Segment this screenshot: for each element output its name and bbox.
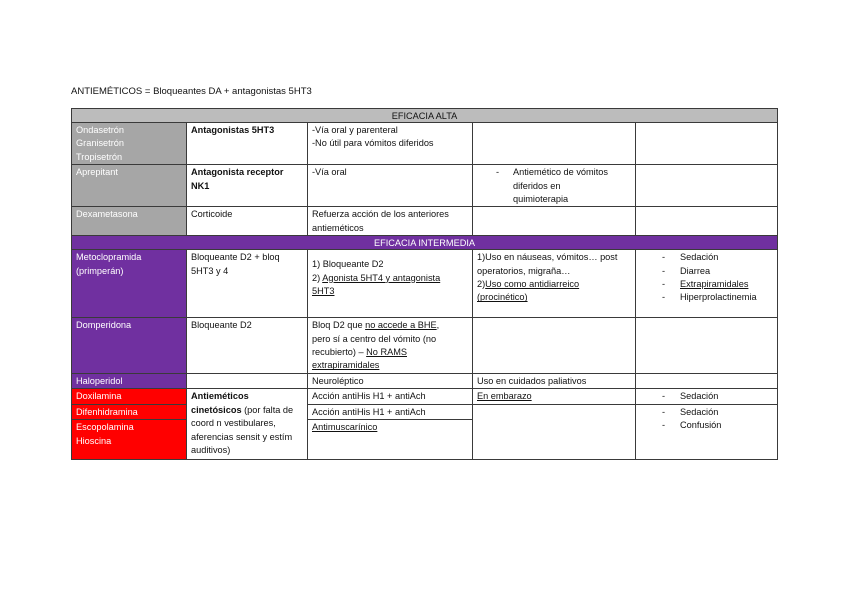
drug-cell: [72, 420, 187, 460]
side-effects-list: [640, 251, 773, 305]
effect-prefix: Bloq D2 que: [312, 320, 366, 331]
page-title: ANTIEMÉTICOS = Bloqueantes DA + antagonistas 5HT3: [71, 86, 312, 97]
effect-underlined: Agonista 5HT4 y antagonista: [322, 272, 441, 283]
mechanism-text: 5HT3 y 4: [191, 265, 229, 276]
list-item: - Extrapiramidales: [640, 278, 773, 291]
mechanism-cell: [187, 389, 308, 460]
effect-text: Refuerza acción de los anteriores: [312, 209, 449, 220]
use-text: Uso en cuidados paliativos: [477, 375, 587, 386]
use-text: quimioterapia: [513, 194, 569, 205]
admin-text: -Vía oral: [312, 167, 347, 178]
side-effects-list: [640, 406, 773, 433]
drug-name: Metoclopramida: [76, 252, 142, 263]
effect-cell: [308, 373, 473, 388]
effect-cell: [308, 318, 473, 374]
drug-cell: [72, 404, 187, 419]
table-row: [72, 165, 778, 207]
mechanism-cell: [187, 207, 308, 236]
mechanism-text: Antieméticos: [191, 391, 249, 402]
effect-cell: [308, 123, 473, 165]
antiemetics-table: [71, 108, 778, 460]
effect-text: antieméticos: [312, 222, 364, 233]
effect-text: Neuroléptico: [312, 375, 364, 386]
side-effects-cell: [636, 389, 778, 404]
effect-text: Acción antiHis H1 + antiAch: [312, 406, 426, 417]
list-item: - Hiperprolactinemia: [640, 291, 773, 304]
mechanism-text: NK1: [191, 180, 210, 191]
side-effect-text: Confusión: [680, 420, 722, 431]
side-effects-cell: [636, 165, 778, 207]
side-effects-cell: [636, 373, 778, 388]
use-text: [477, 278, 631, 291]
effect-cell: [308, 165, 473, 207]
drug-name: Domperidona: [76, 320, 132, 331]
section-header-mid: [72, 236, 778, 250]
effect-text: [312, 346, 468, 359]
mechanism-text: [191, 404, 303, 417]
use-prefix: 2): [477, 279, 486, 290]
band-high-label: EFICACIA ALTA: [72, 109, 778, 123]
side-effect-text: Sedación: [680, 391, 719, 402]
use-cell: [473, 318, 636, 374]
use-cell: [473, 123, 636, 165]
mechanism-text: Antagonistas 5HT3: [191, 125, 275, 135]
effect-underlined: no accede a BHE: [365, 320, 437, 331]
list-item: - Sedación: [640, 406, 773, 419]
drug-cell: [72, 207, 187, 236]
use-underlined: En embarazo: [477, 391, 532, 402]
side-effect-text: Extrapiramidales: [680, 279, 749, 290]
use-cell: [473, 404, 636, 459]
effect-underlined: Antimuscarínico: [312, 422, 378, 433]
mechanism-text: Corticoide: [191, 209, 233, 220]
drug-cell: [72, 318, 187, 374]
mechanism-text: coord n vestibulares,: [191, 418, 276, 429]
drug-name: Haloperidol: [76, 375, 123, 386]
effect-text: 1) Bloqueante D2: [312, 259, 384, 270]
effect-underlined: No RAMS: [366, 347, 407, 358]
effect-cell: [308, 389, 473, 404]
drug-cell: [72, 123, 187, 165]
table-row: [72, 373, 778, 388]
side-effect-text: Diarrea: [680, 265, 711, 276]
list-item: - Sedación: [640, 251, 773, 264]
drug-cell: [72, 250, 187, 318]
use-text: Antiemético de vómitos: [513, 167, 608, 178]
mechanism-text: Bloqueante D2: [191, 320, 252, 331]
side-effect-text: Hiperprolactinemia: [680, 292, 757, 303]
mechanism-text: Bloqueante D2 + bloq: [191, 252, 280, 263]
use-underlined: Uso como antidiarreico: [485, 279, 580, 290]
mechanism-text: auditivos): [191, 444, 231, 455]
list-dash: -: [496, 167, 500, 178]
mechanism-bold: cinetósicos: [191, 404, 242, 415]
side-effects-cell: [636, 207, 778, 236]
effect-text: [312, 272, 468, 285]
drug-name: Tropisetrón: [76, 151, 123, 162]
use-cell: [473, 250, 636, 318]
mechanism-cell: [187, 318, 308, 374]
drug-cell: [72, 373, 187, 388]
mechanism-cell: [187, 165, 308, 207]
drug-name: Difenhidramina: [76, 406, 138, 417]
use-cell: [473, 373, 636, 388]
drug-name: Ondasetrón: [76, 125, 125, 135]
section-header-high: [72, 109, 778, 123]
effect-text: pero sí a centro del vómito (no: [312, 333, 437, 344]
drug-name: Doxilamina: [76, 391, 122, 402]
effect-prefix: recubierto) –: [312, 347, 367, 358]
use-cell: [473, 389, 636, 404]
list-item: - Diarrea: [640, 265, 773, 278]
mechanism-cell: [187, 123, 308, 165]
drug-cell: [72, 389, 187, 404]
side-effects-cell: [636, 404, 778, 459]
effect-cell: [308, 250, 473, 318]
use-cell: [473, 165, 636, 207]
table-row: [72, 404, 778, 419]
band-mid-label: EFICACIA INTERMEDIA: [72, 236, 778, 250]
table-row: [72, 123, 778, 165]
use-underlined: (procinético): [477, 292, 528, 303]
mechanism-cell: [187, 250, 308, 318]
drug-name: Hioscina: [76, 435, 112, 446]
effect-underlined: 5HT3: [312, 286, 335, 297]
admin-text: -No útil para vómitos diferidos: [312, 138, 434, 149]
table-row: [72, 318, 778, 374]
side-effects-cell: [636, 250, 778, 318]
effect-prefix: 2): [312, 272, 323, 283]
effect-text: Acción antiHis H1 + antiAch: [312, 391, 426, 402]
side-effects-cell: [636, 318, 778, 374]
drug-name: Aprepitant: [76, 167, 118, 178]
drug-cell: [72, 165, 187, 207]
side-effects-list: [640, 390, 773, 403]
use-cell: [473, 207, 636, 236]
list-item: - Sedación: [640, 390, 773, 403]
drug-name: Dexametasona: [76, 209, 138, 220]
list-item: - Confusión: [640, 419, 773, 432]
table-row: [72, 250, 778, 318]
side-effect-text: Sedación: [680, 406, 719, 417]
drug-name: Granisetrón: [76, 138, 125, 149]
table-row: [72, 207, 778, 236]
mechanism-rest: (por falta de: [241, 404, 294, 415]
effect-suffix: ,: [436, 320, 440, 331]
admin-text: -Vía oral y parenteral: [312, 125, 398, 135]
mechanism-text: aferencias sensit y estím: [191, 431, 293, 442]
use-text: diferidos en: [513, 180, 561, 191]
drug-name: (primperán): [76, 265, 124, 276]
side-effects-cell: [636, 123, 778, 165]
effect-cell: [308, 404, 473, 419]
mechanism-cell: [187, 373, 308, 388]
effect-underlined: extrapiramidales: [312, 360, 380, 371]
effect-cell: [308, 207, 473, 236]
effect-cell: [308, 420, 473, 460]
use-text: operatorios, migraña…: [477, 265, 571, 276]
drug-name: Escopolamina: [76, 422, 134, 433]
side-effect-text: Sedación: [680, 252, 719, 263]
mechanism-text: Antagonista receptor: [191, 167, 284, 178]
table-row: [72, 389, 778, 404]
use-text: 1)Uso en náuseas, vómitos… post: [477, 252, 618, 263]
effect-text: [312, 319, 468, 332]
